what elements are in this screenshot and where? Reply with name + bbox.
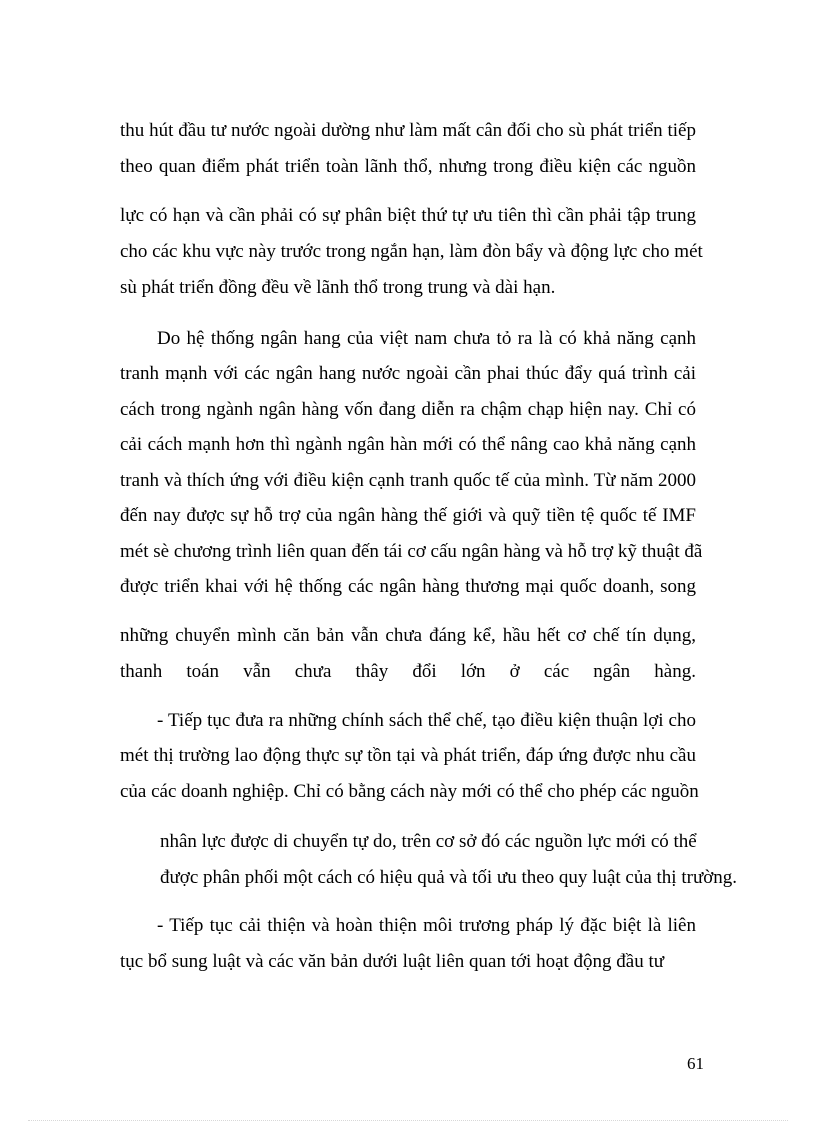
- text-line: tranh và thích ứng với điều kiện cạnh tranh quốc tế của mình. Từ năm 2000: [120, 470, 696, 491]
- text-line: Do hệ thống ngân hang của việt nam chưa tỏ ra là có khả năng cạnh: [157, 328, 696, 349]
- text-line: thu hút đầu tư nước ngoài dường như làm mất cân đối cho sù phát triển tiếp: [120, 120, 696, 141]
- page-bottom-rule: [28, 1120, 788, 1121]
- text-line: theo quan điểm phát triển toàn lãnh thổ, nhưng trong điều kiện các nguồn: [120, 156, 696, 177]
- text-line: tranh mạnh với các ngân hang nước ngoài cần phai thúc đẩy quá trình cải: [120, 363, 696, 384]
- text-line: - Tiếp tục cải thiện và hoàn thiện môi trương pháp lý đặc biệt là liên: [157, 915, 696, 936]
- page-number: 61: [687, 1054, 704, 1073]
- text-line: mét sè chương trình liên quan đến tái cơ cấu ngân hàng và hỗ trợ kỹ thuật đã: [120, 541, 703, 562]
- text-line: của các doanh nghiệp. Chỉ có bằng cách này mới có thể cho phép các nguồn: [120, 781, 699, 802]
- text-line: - Tiếp tục đưa ra những chính sách thể chế, tạo điều kiện thuận lợi cho: [157, 710, 696, 731]
- text-line: thanh toán vẫn chưa thây đổi lớn ở các ngân hàng.: [120, 661, 696, 682]
- text-line: tục bổ sung luật và các văn bản dưới luật liên quan tới hoạt động đầu tư: [120, 951, 665, 972]
- text-line: sù phát triển đồng đều về lãnh thổ trong trung và dài hạn.: [120, 277, 556, 298]
- text-line: nhân lực được di chuyển tự do, trên cơ sở đó các nguồn lực mới có thể: [160, 831, 697, 852]
- text-line: được triển khai với hệ thống các ngân hàng thương mại quốc doanh, song: [120, 576, 696, 597]
- text-line: lực có hạn và cần phải có sự phân biệt thứ tự ưu tiên thì cần phải tập trung: [120, 205, 696, 226]
- text-line: mét thị trường lao động thực sự tồn tại và phát triển, đáp ứng được nhu cầu: [120, 745, 696, 766]
- text-line: đến nay được sự hỗ trợ của ngân hàng thế giới và quỹ tiền tệ quốc tế IMF: [120, 505, 696, 526]
- text-line: cách trong ngành ngân hàng vốn đang diễn ra chậm chạp hiện nay. Chỉ có: [120, 399, 696, 420]
- text-line: những chuyển mình căn bản vẫn chưa đáng kể, hầu hết cơ chế tín dụng,: [120, 625, 696, 646]
- text-line: cho các khu vực này trước trong ngắn hạn, làm đòn bẩy và động lực cho mét: [120, 241, 703, 262]
- text-line: được phân phối một cách có hiệu quả và tối ưu theo quy luật của thị trường.: [160, 867, 738, 888]
- text-line: cải cách mạnh hơn thì ngành ngân hàn mới có thể nâng cao khả năng cạnh: [120, 434, 696, 455]
